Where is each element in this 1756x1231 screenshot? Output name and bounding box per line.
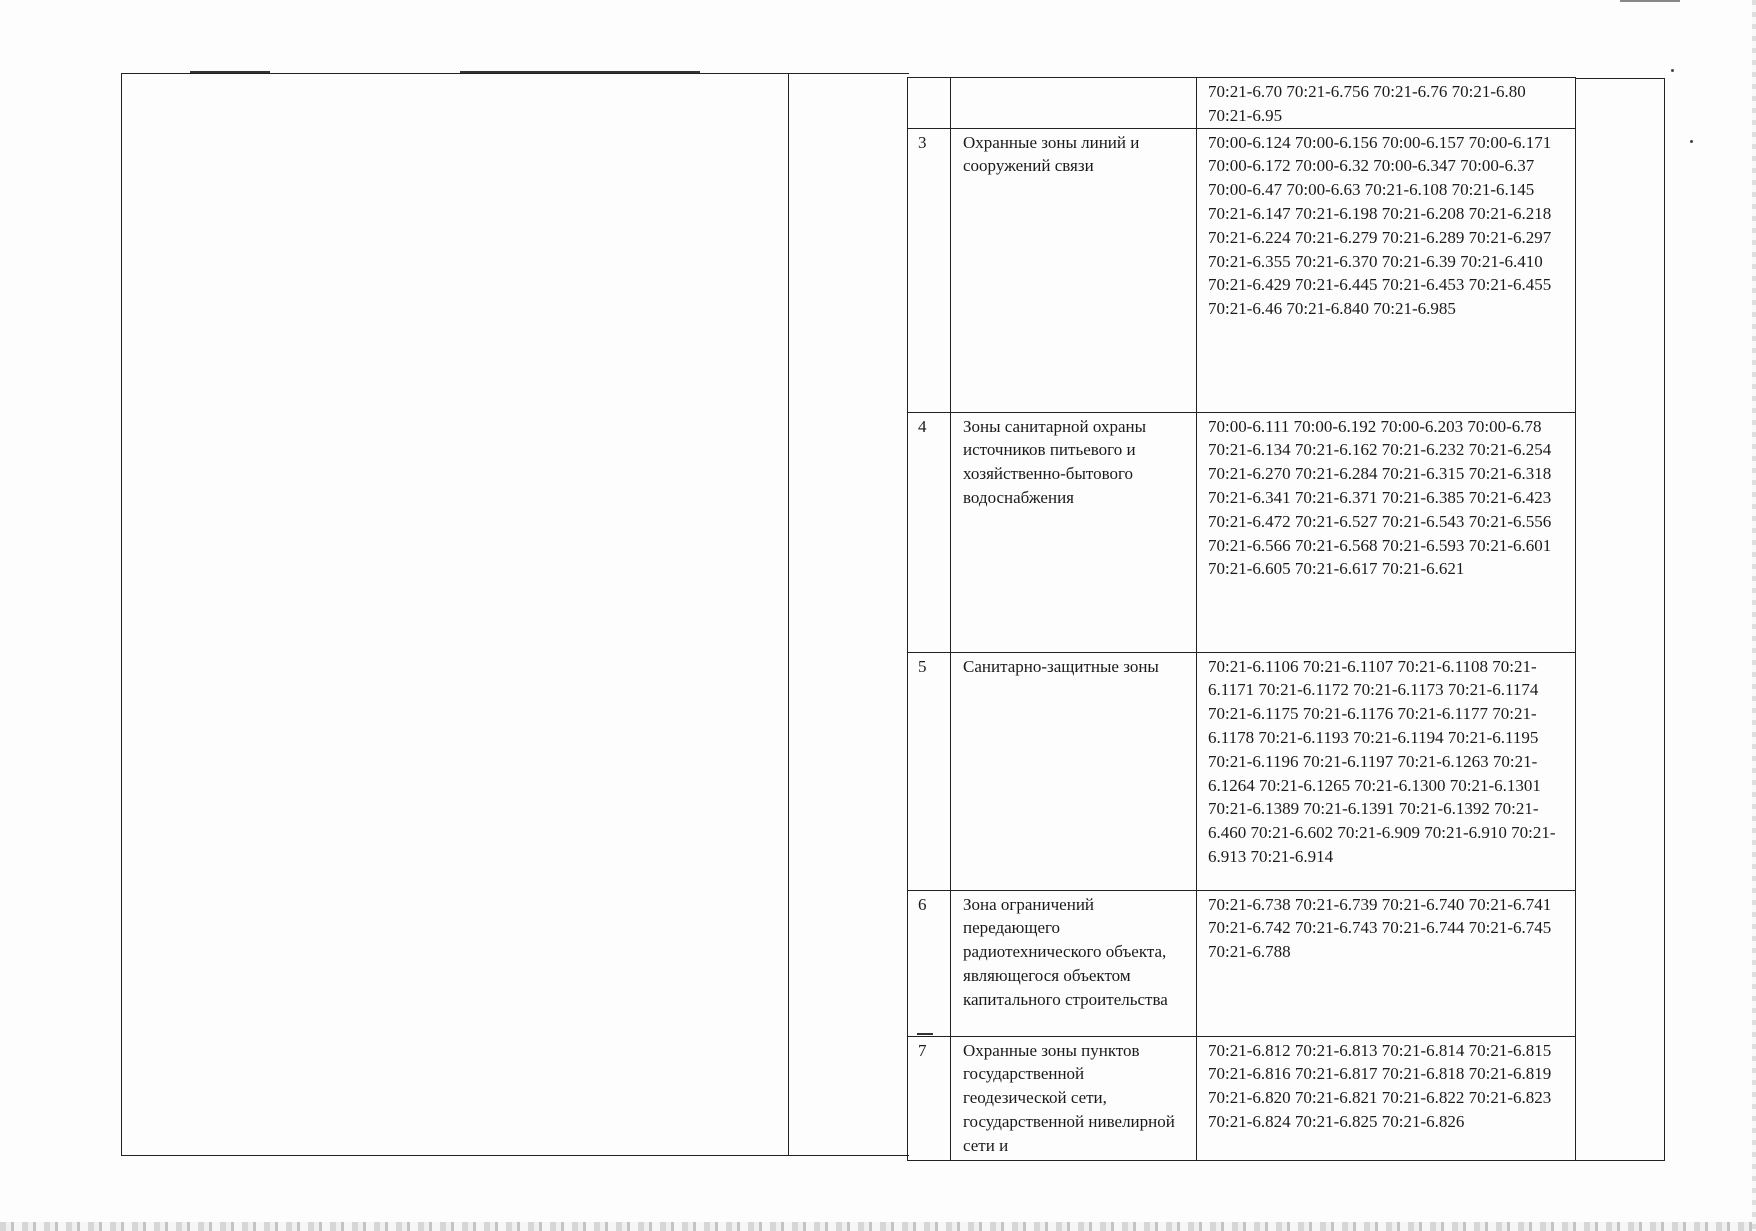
zone-codes: 70:21-6.738 70:21-6.739 70:21-6.740 70:21-6.741 70:21-6.742 70:21-6.743 70:21-6.744 70:21-6.745 70:21-6.788 [1197,890,1576,1036]
zone-name [951,78,1197,129]
scan-artifact [1690,140,1693,143]
zone-codes: 70:21-6.70 70:21-6.756 70:21-6.76 70:21-6.80 70:21-6.95 [1197,78,1576,129]
table-row [908,412,1576,652]
zone-name: Зона ограничений передающего радиотехнического объекта, являющегося объектом капитального строительства [951,890,1197,1036]
table-row [908,890,1576,1036]
right-blank-column [1575,78,1665,1161]
table-row [908,78,1576,129]
scan-artifact [917,1033,933,1035]
row-number [908,78,951,129]
zone-codes: 70:00-6.124 70:00-6.156 70:00-6.157 70:00-6.171 70:00-6.172 70:00-6.32 70:00-6.347 70:00-6.37 70:00-6.47 70:00-6.63 70:21-6.108 70:21-6.145 70:21-6.147 70:21-6.198 70:21-6.208 70:21-6.218 70:21-6.224 70:21-6.279 70:21-6.289 70:21-6.297 70:21-6.355 70:21-6.370 70:21-6.39 70:21-6.410 70:21-6.429 70:21-6.445 70:21-6.453 70:21-6.455 70:21-6.46 70:21-6.840 70:21-6.985 [1197,128,1576,412]
zone-name: Охранные зоны пунктов государственной геодезической сети, государственной нивелирной сети и [951,1036,1197,1160]
scan-edge [1752,0,1756,1231]
table-row [908,652,1576,890]
scan-artifact [460,71,700,73]
zone-codes: 70:21-6.812 70:21-6.813 70:21-6.814 70:21-6.815 70:21-6.816 70:21-6.817 70:21-6.818 70:21-6.819 70:21-6.820 70:21-6.821 70:21-6.822 70:21-6.823 70:21-6.824 70:21-6.825 70:21-6.826 [1197,1036,1576,1160]
zone-codes: 70:00-6.111 70:00-6.192 70:00-6.203 70:00-6.78 70:21-6.134 70:21-6.162 70:21-6.232 70:21-6.254 70:21-6.270 70:21-6.284 70:21-6.315 70:21-6.318 70:21-6.341 70:21-6.371 70:21-6.385 70:21-6.423 70:21-6.472 70:21-6.527 70:21-6.543 70:21-6.556 70:21-6.566 70:21-6.568 70:21-6.593 70:21-6.601 70:21-6.605 70:21-6.617 70:21-6.621 [1197,412,1576,652]
middle-blank-column [789,73,909,1156]
left-blank-column [121,73,789,1156]
table-row [908,1036,1576,1160]
zone-name: Зоны санитарной охраны источников питьевого и хозяйственно-бытового водоснабжения [951,412,1197,652]
row-number: 6 [908,890,951,1036]
scan-artifact [1671,69,1674,72]
scan-edge [0,1222,1756,1231]
table-row [908,128,1576,412]
scan-artifact [190,71,270,73]
row-number: 7 [908,1036,951,1160]
zones-table [907,77,1576,1161]
row-number: 4 [908,412,951,652]
zone-name: Охранные зоны линий и сооружений связи [951,128,1197,412]
row-number: 5 [908,652,951,890]
row-number: 3 [908,128,951,412]
zone-name: Санитарно-защитные зоны [951,652,1197,890]
zone-codes: 70:21-6.1106 70:21-6.1107 70:21-6.1108 70:21-6.1171 70:21-6.1172 70:21-6.1173 70:21-6.1174 70:21-6.1175 70:21-6.1176 70:21-6.1177 70:21-6.1178 70:21-6.1193 70:21-6.1194 70:21-6.1195 70:21-6.1196 70:21-6.1197 70:21-6.1263 70:21-6.1264 70:21-6.1265 70:21-6.1300 70:21-6.1301 70:21-6.1389 70:21-6.1391 70:21-6.1392 70:21-6.460 70:21-6.602 70:21-6.909 70:21-6.910 70:21-6.913 70:21-6.914 [1197,652,1576,890]
scan-artifact [1620,0,1680,2]
